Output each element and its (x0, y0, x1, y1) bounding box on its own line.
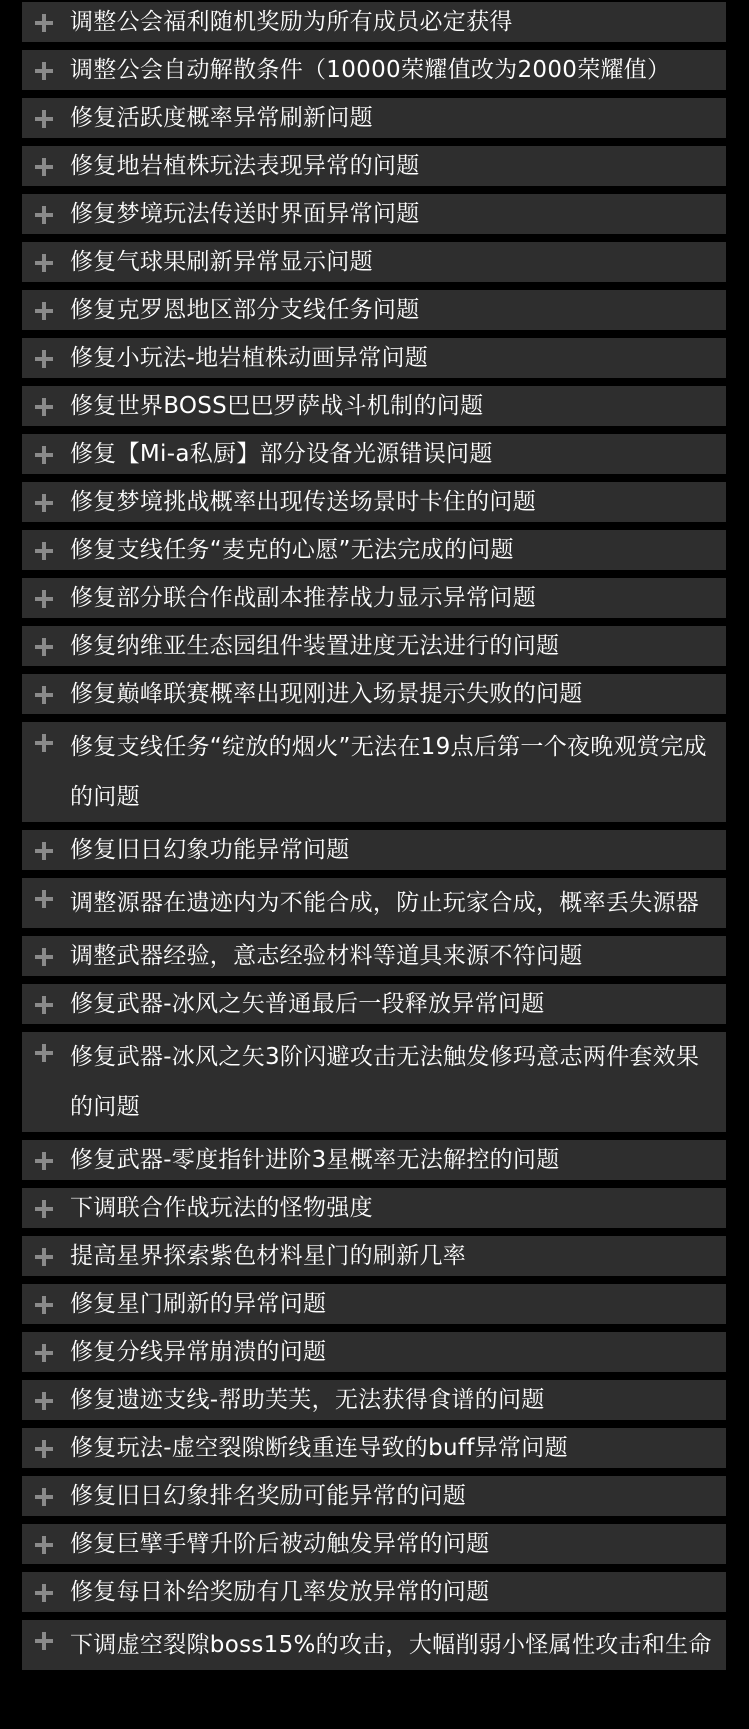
list-item-label: 修复纳维亚生态园组件装置进度无法进行的问题 (70, 633, 560, 659)
list-item-label: 修复活跃度概率异常刷新问题 (70, 105, 373, 131)
list-item[interactable] (22, 1188, 726, 1228)
list-item[interactable] (22, 984, 726, 1024)
list-item[interactable] (22, 2, 726, 42)
list-item[interactable] (22, 290, 726, 330)
list-item-label: 修复气球果刷新异常显示问题 (70, 249, 373, 275)
list-item-label: 修复【Mi-a私厨】部分设备光源错误问题 (70, 441, 493, 467)
list-item-label: 修复武器-冰风之矢普通最后一段释放异常问题 (70, 991, 545, 1017)
list-item[interactable] (22, 830, 726, 870)
plus-icon[interactable] (35, 206, 53, 224)
list-item-label: 修复分线异常崩溃的问题 (70, 1339, 327, 1365)
plus-icon[interactable] (35, 890, 53, 908)
list-item[interactable] (22, 1380, 726, 1420)
plus-icon[interactable] (35, 1440, 53, 1458)
plus-icon[interactable] (35, 842, 53, 860)
list-item-label: 修复玩法-虚空裂隙断线重连导致的buff异常问题 (70, 1435, 568, 1461)
plus-icon[interactable] (35, 1296, 53, 1314)
plus-icon[interactable] (35, 302, 53, 320)
list-item-label: 调整源器在遗迹内为不能合成，防止玩家合成，概率丢失源器 (70, 890, 700, 916)
list-item[interactable] (22, 1236, 726, 1276)
plus-icon[interactable] (35, 14, 53, 32)
list-item-label: 修复部分联合作战副本推荐战力显示异常问题 (70, 585, 536, 611)
list-item[interactable] (22, 194, 726, 234)
list-item[interactable] (22, 578, 726, 618)
plus-icon[interactable] (35, 494, 53, 512)
list-item-label: 修复地岩植株玩法表现异常的问题 (70, 153, 420, 179)
list-item-label: 修复克罗恩地区部分支线任务问题 (70, 297, 420, 323)
list-item[interactable] (22, 1524, 726, 1564)
plus-icon[interactable] (35, 1044, 53, 1062)
plus-icon[interactable] (35, 1632, 53, 1650)
plus-icon[interactable] (35, 1200, 53, 1218)
list-item-label: 修复梦境挑战概率出现传送场景时卡住的问题 (70, 489, 536, 515)
list-item-label: 调整公会福利随机奖励为所有成员必定获得 (70, 9, 513, 35)
plus-icon[interactable] (35, 1152, 53, 1170)
list-item[interactable] (22, 1332, 726, 1372)
list-item[interactable] (22, 626, 726, 666)
plus-icon[interactable] (35, 110, 53, 128)
plus-icon[interactable] (35, 996, 53, 1014)
list-item[interactable] (22, 1620, 726, 1670)
list-item[interactable] (22, 434, 726, 474)
list-item[interactable] (22, 1428, 726, 1468)
list-item-label: 修复星门刷新的异常问题 (70, 1291, 327, 1317)
plus-icon[interactable] (35, 398, 53, 416)
list-item-label: 修复支线任务“麦克的心愿”无法完成的问题 (70, 537, 514, 563)
list-item[interactable] (22, 98, 726, 138)
list-item-label: 修复巅峰联赛概率出现刚进入场景提示失败的问题 (70, 681, 583, 707)
list-item-label: 修复旧日幻象功能异常问题 (70, 837, 350, 863)
list-item[interactable] (22, 1572, 726, 1612)
list-item[interactable] (22, 722, 726, 822)
plus-icon[interactable] (35, 1392, 53, 1410)
list-item[interactable] (22, 936, 726, 976)
list-item-label: 下调虚空裂隙boss15%的攻击，大幅削弱小怪属性攻击和生命 (70, 1632, 712, 1658)
list-item[interactable] (22, 1476, 726, 1516)
list-item-label: 修复小玩法-地岩植株动画异常问题 (70, 345, 429, 371)
plus-icon[interactable] (35, 1536, 53, 1554)
list-item[interactable] (22, 146, 726, 186)
plus-icon[interactable] (35, 590, 53, 608)
list-item[interactable] (22, 1032, 726, 1132)
list-item[interactable] (22, 530, 726, 570)
plus-icon[interactable] (35, 1248, 53, 1266)
plus-icon[interactable] (35, 542, 53, 560)
patch-notes-list (22, 2, 726, 1678)
list-item-label: 修复梦境玩法传送时界面异常问题 (70, 201, 420, 227)
list-item[interactable] (22, 1140, 726, 1180)
plus-icon[interactable] (35, 254, 53, 272)
list-item-label: 修复旧日幻象排名奖励可能异常的问题 (70, 1483, 467, 1509)
plus-icon[interactable] (35, 1344, 53, 1362)
plus-icon[interactable] (35, 734, 53, 752)
plus-icon[interactable] (35, 62, 53, 80)
list-item-label: 修复支线任务“绽放的烟火”无法在19点后第一个夜晚观赏完成的问题 (70, 734, 707, 810)
plus-icon[interactable] (35, 686, 53, 704)
list-item[interactable] (22, 338, 726, 378)
plus-icon[interactable] (35, 158, 53, 176)
list-item[interactable] (22, 878, 726, 928)
list-item-label: 修复武器-零度指针进阶3星概率无法解控的问题 (70, 1147, 560, 1173)
list-item-label: 修复世界BOSS巴巴罗萨战斗机制的问题 (70, 393, 484, 419)
list-item-label: 提高星界探索紫色材料星门的刷新几率 (70, 1243, 467, 1269)
plus-icon[interactable] (35, 638, 53, 656)
plus-icon[interactable] (35, 350, 53, 368)
plus-icon[interactable] (35, 1488, 53, 1506)
list-item-label: 调整武器经验，意志经验材料等道具来源不符问题 (70, 943, 583, 969)
list-item[interactable] (22, 482, 726, 522)
list-item-label: 修复遗迹支线-帮助芙芙，无法获得食谱的问题 (70, 1387, 545, 1413)
list-item-label: 修复巨擘手臂升阶后被动触发异常的问题 (70, 1531, 490, 1557)
list-item[interactable] (22, 50, 726, 90)
list-item[interactable] (22, 242, 726, 282)
list-item[interactable] (22, 386, 726, 426)
list-item[interactable] (22, 1284, 726, 1324)
plus-icon[interactable] (35, 446, 53, 464)
plus-icon[interactable] (35, 948, 53, 966)
list-item-label: 下调联合作战玩法的怪物强度 (70, 1195, 373, 1221)
list-item-label: 修复每日补给奖励有几率发放异常的问题 (70, 1579, 490, 1605)
list-item-label: 修复武器-冰风之矢3阶闪避攻击无法触发修玛意志两件套效果的问题 (70, 1044, 700, 1120)
list-item[interactable] (22, 674, 726, 714)
list-item-label: 调整公会自动解散条件（10000荣耀值改为2000荣耀值） (70, 57, 671, 83)
plus-icon[interactable] (35, 1584, 53, 1602)
